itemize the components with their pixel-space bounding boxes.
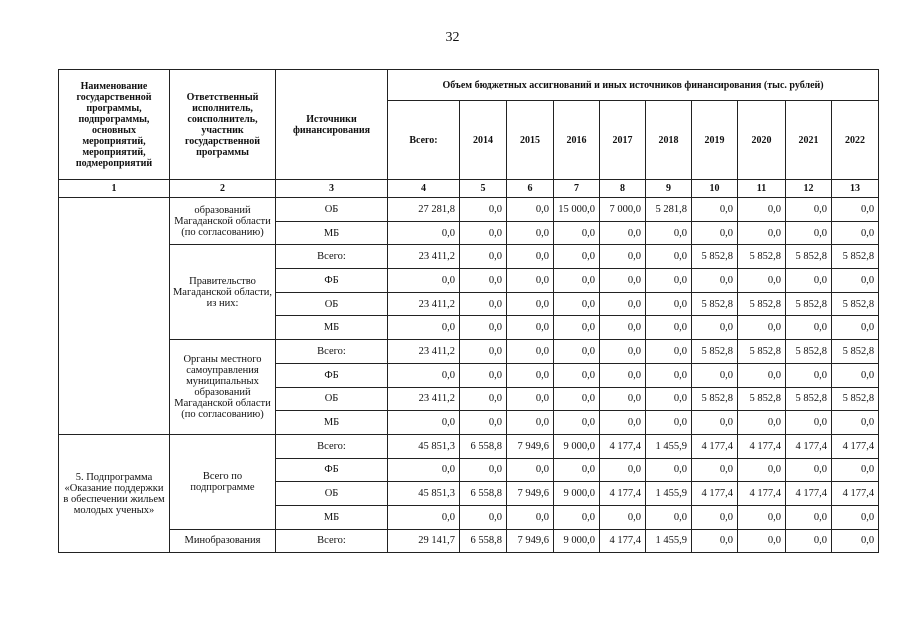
column-index-cell: 4 <box>388 180 460 198</box>
table-row <box>59 245 879 269</box>
year-value-cell: 6 558,8 <box>460 482 507 506</box>
year-value-cell: 0,0 <box>738 505 786 529</box>
year-value-cell: 0,0 <box>460 411 507 435</box>
year-value-cell: 0,0 <box>738 458 786 482</box>
header-total: Всего: <box>388 101 460 180</box>
responsible-cell: Минобразования <box>170 529 276 553</box>
year-value-cell: 0,0 <box>692 529 738 553</box>
year-value-cell: 1 455,9 <box>646 482 692 506</box>
source-cell: ФБ <box>276 458 388 482</box>
header-year: 2022 <box>832 101 879 180</box>
year-value-cell: 0,0 <box>600 387 646 411</box>
year-value-cell: 0,0 <box>646 340 692 364</box>
column-index-cell: 8 <box>600 180 646 198</box>
responsible-cell: образований Магаданской области (по согласованию) <box>170 198 276 245</box>
program-name-cell <box>59 198 170 435</box>
year-value-cell: 0,0 <box>460 292 507 316</box>
year-value-cell: 0,0 <box>646 269 692 293</box>
year-value-cell: 0,0 <box>554 316 600 340</box>
year-value-cell: 0,0 <box>646 363 692 387</box>
year-value-cell: 7 949,6 <box>507 529 554 553</box>
year-value-cell: 0,0 <box>786 198 832 222</box>
program-name-cell: 5. Подпрограмма «Оказание поддержки в обеспечении жильем молодых ученых» <box>59 434 170 552</box>
year-value-cell: 5 852,8 <box>738 340 786 364</box>
column-index-cell: 9 <box>646 180 692 198</box>
year-value-cell: 0,0 <box>507 245 554 269</box>
header-year: 2017 <box>600 101 646 180</box>
total-value-cell: 23 411,2 <box>388 340 460 364</box>
year-value-cell: 5 852,8 <box>832 340 879 364</box>
year-value-cell: 0,0 <box>600 245 646 269</box>
year-value-cell: 0,0 <box>832 269 879 293</box>
year-value-cell: 4 177,4 <box>692 434 738 458</box>
header-volume: Объем бюджетных ассигнований и иных источников финансирования (тыс. рублей) <box>388 70 879 101</box>
year-value-cell: 9 000,0 <box>554 529 600 553</box>
year-value-cell: 6 558,8 <box>460 434 507 458</box>
column-index-row <box>59 180 879 198</box>
year-value-cell: 0,0 <box>554 221 600 245</box>
year-value-cell: 0,0 <box>554 505 600 529</box>
year-value-cell: 0,0 <box>507 198 554 222</box>
year-value-cell: 5 852,8 <box>692 245 738 269</box>
total-value-cell: 23 411,2 <box>388 387 460 411</box>
year-value-cell: 7 949,6 <box>507 434 554 458</box>
year-value-cell: 0,0 <box>692 505 738 529</box>
year-value-cell: 4 177,4 <box>738 434 786 458</box>
year-value-cell: 0,0 <box>554 363 600 387</box>
year-value-cell: 5 852,8 <box>738 245 786 269</box>
year-value-cell: 0,0 <box>832 529 879 553</box>
total-value-cell: 29 141,7 <box>388 529 460 553</box>
header-year: 2014 <box>460 101 507 180</box>
header-responsible: Ответственный исполнитель, соисполнитель, участник государственной программы <box>170 70 276 180</box>
total-value-cell: 23 411,2 <box>388 245 460 269</box>
year-value-cell: 0,0 <box>832 221 879 245</box>
header-program-name: Наименование государственной программы, подпрограммы, основных мероприятий, мероприятий, подмероприятий <box>59 70 170 180</box>
year-value-cell: 0,0 <box>738 316 786 340</box>
source-cell: Всего: <box>276 434 388 458</box>
year-value-cell: 5 852,8 <box>786 245 832 269</box>
column-index-cell: 11 <box>738 180 786 198</box>
total-value-cell: 0,0 <box>388 411 460 435</box>
year-value-cell: 0,0 <box>832 363 879 387</box>
year-value-cell: 0,0 <box>692 363 738 387</box>
year-value-cell: 4 177,4 <box>832 434 879 458</box>
year-value-cell: 0,0 <box>554 292 600 316</box>
year-value-cell: 0,0 <box>507 221 554 245</box>
responsible-cell: Правительство Магаданской области, из них: <box>170 245 276 340</box>
column-index-cell: 6 <box>507 180 554 198</box>
year-value-cell: 5 852,8 <box>832 387 879 411</box>
year-value-cell: 0,0 <box>460 458 507 482</box>
year-value-cell: 0,0 <box>460 387 507 411</box>
year-value-cell: 15 000,0 <box>554 198 600 222</box>
year-value-cell: 0,0 <box>554 269 600 293</box>
year-value-cell: 0,0 <box>692 411 738 435</box>
column-index-cell: 13 <box>832 180 879 198</box>
year-value-cell: 0,0 <box>786 269 832 293</box>
year-value-cell: 5 852,8 <box>692 292 738 316</box>
year-value-cell: 5 852,8 <box>786 292 832 316</box>
table-row <box>59 434 879 458</box>
total-value-cell: 0,0 <box>388 316 460 340</box>
year-value-cell: 0,0 <box>786 221 832 245</box>
year-value-cell: 0,0 <box>600 269 646 293</box>
year-value-cell: 0,0 <box>600 316 646 340</box>
total-value-cell: 45 851,3 <box>388 482 460 506</box>
year-value-cell: 0,0 <box>554 340 600 364</box>
year-value-cell: 0,0 <box>738 269 786 293</box>
year-value-cell: 0,0 <box>646 316 692 340</box>
total-value-cell: 23 411,2 <box>388 292 460 316</box>
year-value-cell: 0,0 <box>600 221 646 245</box>
column-index-cell: 10 <box>692 180 738 198</box>
year-value-cell: 1 455,9 <box>646 529 692 553</box>
year-value-cell: 0,0 <box>646 411 692 435</box>
source-cell: МБ <box>276 505 388 529</box>
year-value-cell: 0,0 <box>692 316 738 340</box>
year-value-cell: 0,0 <box>600 411 646 435</box>
year-value-cell: 5 852,8 <box>738 387 786 411</box>
year-value-cell: 0,0 <box>554 411 600 435</box>
header-year: 2015 <box>507 101 554 180</box>
year-value-cell: 4 177,4 <box>600 529 646 553</box>
year-value-cell: 0,0 <box>554 387 600 411</box>
year-value-cell: 0,0 <box>460 340 507 364</box>
total-value-cell: 0,0 <box>388 363 460 387</box>
year-value-cell: 0,0 <box>507 505 554 529</box>
source-cell: Всего: <box>276 340 388 364</box>
year-value-cell: 0,0 <box>600 505 646 529</box>
year-value-cell: 0,0 <box>460 245 507 269</box>
header-year: 2020 <box>738 101 786 180</box>
source-cell: ФБ <box>276 269 388 293</box>
budget-table <box>58 69 879 553</box>
source-cell: ОБ <box>276 387 388 411</box>
year-value-cell: 0,0 <box>460 363 507 387</box>
year-value-cell: 0,0 <box>460 221 507 245</box>
year-value-cell: 0,0 <box>646 221 692 245</box>
column-index-cell: 5 <box>460 180 507 198</box>
header-year: 2019 <box>692 101 738 180</box>
year-value-cell: 0,0 <box>646 387 692 411</box>
year-value-cell: 7 000,0 <box>600 198 646 222</box>
year-value-cell: 0,0 <box>460 269 507 293</box>
year-value-cell: 0,0 <box>507 411 554 435</box>
year-value-cell: 0,0 <box>786 363 832 387</box>
source-cell: Всего: <box>276 529 388 553</box>
header-year: 2016 <box>554 101 600 180</box>
column-index-cell: 7 <box>554 180 600 198</box>
total-value-cell: 0,0 <box>388 505 460 529</box>
year-value-cell: 5 852,8 <box>832 245 879 269</box>
year-value-cell: 5 281,8 <box>646 198 692 222</box>
column-index-cell: 3 <box>276 180 388 198</box>
year-value-cell: 0,0 <box>507 387 554 411</box>
year-value-cell: 0,0 <box>832 316 879 340</box>
year-value-cell: 0,0 <box>832 411 879 435</box>
year-value-cell: 0,0 <box>507 340 554 364</box>
total-value-cell: 0,0 <box>388 221 460 245</box>
year-value-cell: 4 177,4 <box>832 482 879 506</box>
table-row <box>59 529 879 553</box>
header-year: 2021 <box>786 101 832 180</box>
year-value-cell: 0,0 <box>507 292 554 316</box>
column-index-cell: 1 <box>59 180 170 198</box>
year-value-cell: 4 177,4 <box>786 482 832 506</box>
year-value-cell: 0,0 <box>692 458 738 482</box>
year-value-cell: 5 852,8 <box>692 387 738 411</box>
year-value-cell: 0,0 <box>832 505 879 529</box>
year-value-cell: 5 852,8 <box>786 340 832 364</box>
year-value-cell: 0,0 <box>738 529 786 553</box>
responsible-cell: Органы местного самоуправления муниципальных образований Магаданской области (по согласованию) <box>170 340 276 435</box>
year-value-cell: 1 455,9 <box>646 434 692 458</box>
year-value-cell: 0,0 <box>786 458 832 482</box>
year-value-cell: 0,0 <box>554 458 600 482</box>
year-value-cell: 4 177,4 <box>600 434 646 458</box>
year-value-cell: 0,0 <box>507 269 554 293</box>
year-value-cell: 0,0 <box>554 245 600 269</box>
table-body <box>59 198 879 553</box>
year-value-cell: 5 852,8 <box>692 340 738 364</box>
year-value-cell: 0,0 <box>832 458 879 482</box>
year-value-cell: 0,0 <box>507 316 554 340</box>
source-cell: ОБ <box>276 198 388 222</box>
year-value-cell: 0,0 <box>832 198 879 222</box>
year-value-cell: 0,0 <box>460 316 507 340</box>
year-value-cell: 0,0 <box>460 198 507 222</box>
header-year: 2018 <box>646 101 692 180</box>
year-value-cell: 0,0 <box>692 221 738 245</box>
year-value-cell: 0,0 <box>600 292 646 316</box>
year-value-cell: 0,0 <box>692 198 738 222</box>
year-value-cell: 0,0 <box>738 363 786 387</box>
column-index-cell: 12 <box>786 180 832 198</box>
table-row <box>59 340 879 364</box>
year-value-cell: 0,0 <box>692 269 738 293</box>
total-value-cell: 45 851,3 <box>388 434 460 458</box>
year-value-cell: 0,0 <box>507 363 554 387</box>
year-value-cell: 0,0 <box>507 458 554 482</box>
year-value-cell: 9 000,0 <box>554 434 600 458</box>
page-number: 32 <box>445 30 460 45</box>
year-value-cell: 0,0 <box>786 505 832 529</box>
year-value-cell: 0,0 <box>600 458 646 482</box>
year-value-cell: 0,0 <box>460 505 507 529</box>
table-row <box>59 198 879 222</box>
source-cell: ОБ <box>276 482 388 506</box>
year-value-cell: 0,0 <box>786 411 832 435</box>
year-value-cell: 0,0 <box>738 411 786 435</box>
source-cell: МБ <box>276 316 388 340</box>
header-sources: Источники финансирования <box>276 70 388 180</box>
year-value-cell: 0,0 <box>646 458 692 482</box>
responsible-cell: Всего по подпрограмме <box>170 434 276 529</box>
year-value-cell: 0,0 <box>600 340 646 364</box>
source-cell: ФБ <box>276 363 388 387</box>
total-value-cell: 0,0 <box>388 269 460 293</box>
year-value-cell: 5 852,8 <box>832 292 879 316</box>
year-value-cell: 4 177,4 <box>738 482 786 506</box>
year-value-cell: 4 177,4 <box>600 482 646 506</box>
column-index-cell: 2 <box>170 180 276 198</box>
year-value-cell: 7 949,6 <box>507 482 554 506</box>
year-value-cell: 5 852,8 <box>738 292 786 316</box>
year-value-cell: 0,0 <box>786 316 832 340</box>
year-value-cell: 0,0 <box>646 505 692 529</box>
year-value-cell: 0,0 <box>646 292 692 316</box>
year-value-cell: 4 177,4 <box>786 434 832 458</box>
year-value-cell: 0,0 <box>738 198 786 222</box>
year-value-cell: 0,0 <box>786 529 832 553</box>
source-cell: МБ <box>276 411 388 435</box>
total-value-cell: 27 281,8 <box>388 198 460 222</box>
year-value-cell: 0,0 <box>600 363 646 387</box>
year-value-cell: 0,0 <box>738 221 786 245</box>
year-value-cell: 5 852,8 <box>786 387 832 411</box>
year-value-cell: 4 177,4 <box>692 482 738 506</box>
year-value-cell: 9 000,0 <box>554 482 600 506</box>
year-value-cell: 0,0 <box>646 245 692 269</box>
source-cell: ОБ <box>276 292 388 316</box>
source-cell: МБ <box>276 221 388 245</box>
total-value-cell: 0,0 <box>388 458 460 482</box>
source-cell: Всего: <box>276 245 388 269</box>
year-value-cell: 6 558,8 <box>460 529 507 553</box>
